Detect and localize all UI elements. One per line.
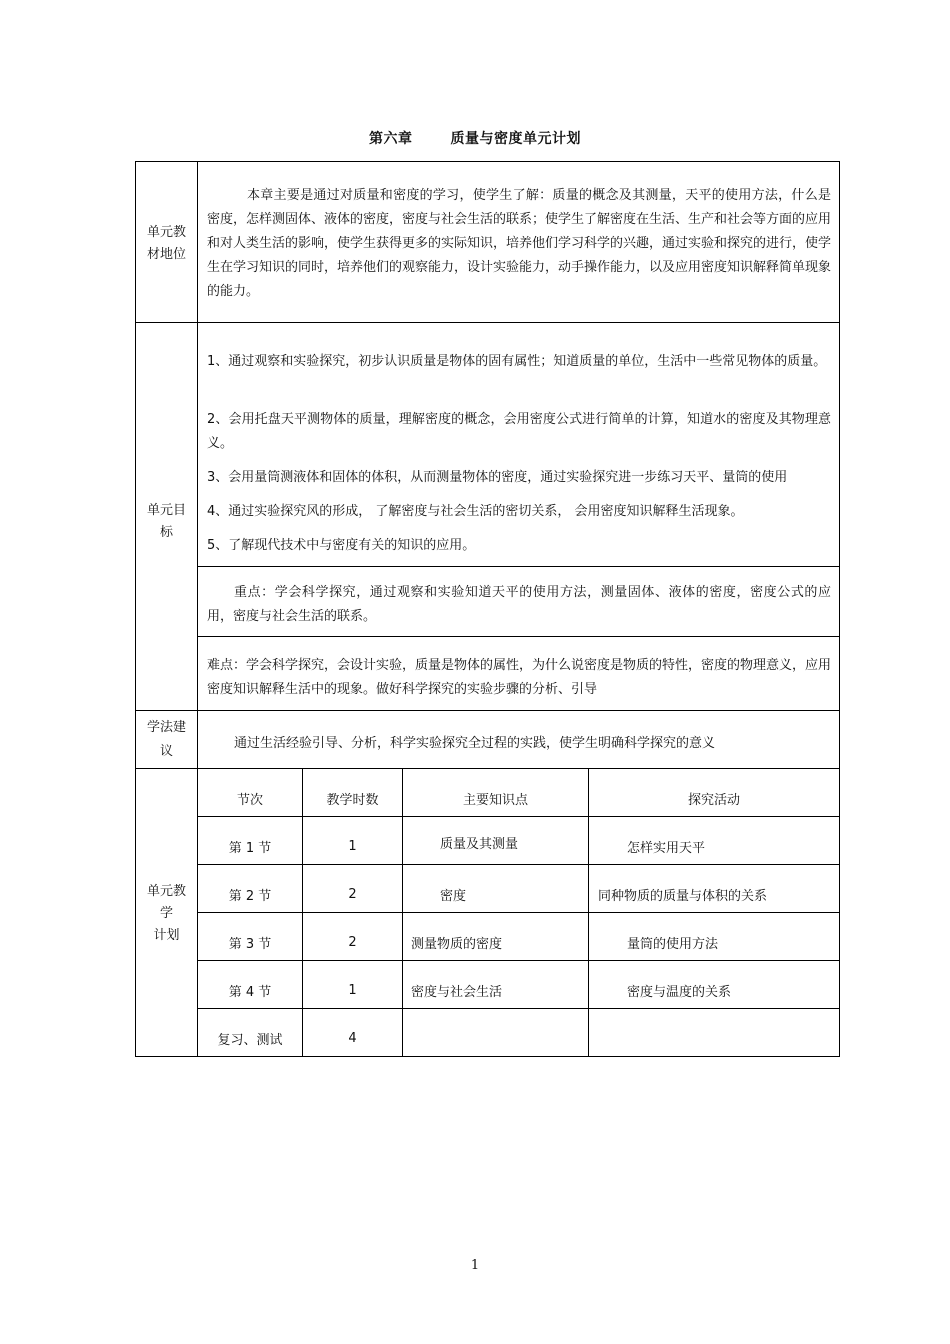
method-label: 学法建 议	[146, 720, 186, 759]
table-row-knowledge: 密度	[440, 888, 467, 904]
key-points: 重点：学会科学探究，通过观察和实验知道天平的使用方法，测量固体、液体的密度，密度公式的应用，密度与社会生活的联系。	[207, 585, 831, 624]
goals-subdivider	[197, 566, 840, 567]
plan-label: 单元教 学 计划	[146, 884, 186, 943]
goals-subdivider	[197, 636, 840, 637]
row-divider	[135, 768, 840, 769]
row-divider	[135, 322, 840, 323]
chapter-number: 第六章	[369, 131, 413, 147]
table-row-activity: 密度与温度的关系	[627, 984, 732, 1000]
table-row-knowledge: 测量物质的密度	[411, 936, 503, 952]
table-row-activity: 量筒的使用方法	[627, 936, 719, 952]
table-row-activity: 同种物质的质量与体积的关系	[598, 888, 768, 904]
goal-item-4: 4、通过实验探究风的形成， 了解密度与社会生活的密切关系， 会用密度知识解释生活现象。	[207, 504, 744, 519]
plan-header-activity: 探究活动	[687, 792, 740, 808]
table-row-section: 第 4 节	[228, 984, 272, 1000]
table-row-section: 第 3 节	[228, 936, 272, 952]
method-text: 通过生活经验引导、分析，科学实验探究全过程的实践，使学生明确科学探究的意义	[234, 736, 716, 751]
goal-item-2: 2、会用托盘天平测物体的质量，理解密度的概念，会用密度公式进行简单的计算，知道水的密度及其物理意义。	[207, 412, 831, 451]
table-row-hours: 1	[348, 982, 357, 998]
material-label: 单元教 材地位	[146, 225, 186, 262]
table-row-knowledge: 密度与社会生活	[411, 984, 503, 1000]
goal-item-3: 3、会用量筒测液体和固体的体积，从而测量物体的密度，通过实验探究进一步练习天平、量筒的使用	[207, 470, 788, 485]
table-row-knowledge	[411, 1018, 586, 1054]
table-row-hours: 4	[348, 1030, 357, 1046]
goal-item-1: 1、通过观察和实验探究，初步认识质量是物体的固有属性；知道质量的单位，生活中一些常见物体的质量。	[207, 354, 827, 369]
difficulties: 难点：学会科学探究，会设计实验，质量是物体的属性，为什么说密度是物质的特性，密度的物理意义，应用密度知识解释生活中的现象。做好科学探究的实验步骤的分析、引导	[207, 658, 832, 697]
row-divider	[135, 710, 840, 711]
table-row-hours: 1	[348, 838, 357, 854]
plan-header-knowledge: 主要知识点	[462, 792, 528, 808]
page-number: 1	[470, 1258, 480, 1273]
table-row-section: 第 2 节	[228, 888, 272, 904]
plan-header-section: 节次	[236, 792, 263, 808]
material-text: 本章主要是通过对质量和密度的学习，使学生了解：质量的概念及其测量，天平的使用方法，什么是密度，怎样测固体、液体的密度，密度与社会生活的联系；使学生了解密度在生活、生产和社会等方面的应用和对人类生活的影响，使学生获得更多的实际知识，培养他们学习科学的兴趣，通过实验和探究的进行，使学生在学习知识的同时，培养他们的观察能力，设计实验能力，动手操作能力，以及应用密度知识解释简单现象的能力。	[207, 188, 832, 299]
table-row-activity: 怎样实用天平	[627, 840, 706, 856]
page-title	[0, 128, 950, 148]
table-row-hours: 2	[348, 934, 357, 950]
table-row-knowledge: 质量及其测量	[440, 836, 519, 852]
table-row-hours: 2	[348, 886, 357, 902]
table-row-section: 复习、测试	[217, 1032, 283, 1048]
chapter-name: 质量与密度单元计划	[450, 131, 581, 147]
goals-label: 单元目 标	[146, 503, 186, 540]
table-row-section: 第 1 节	[228, 840, 272, 856]
plan-header-hours: 教学时数	[326, 792, 379, 808]
goal-item-5: 5、了解现代技术中与密度有关的知识的应用。	[207, 538, 476, 553]
table-row-activity	[598, 1018, 836, 1054]
